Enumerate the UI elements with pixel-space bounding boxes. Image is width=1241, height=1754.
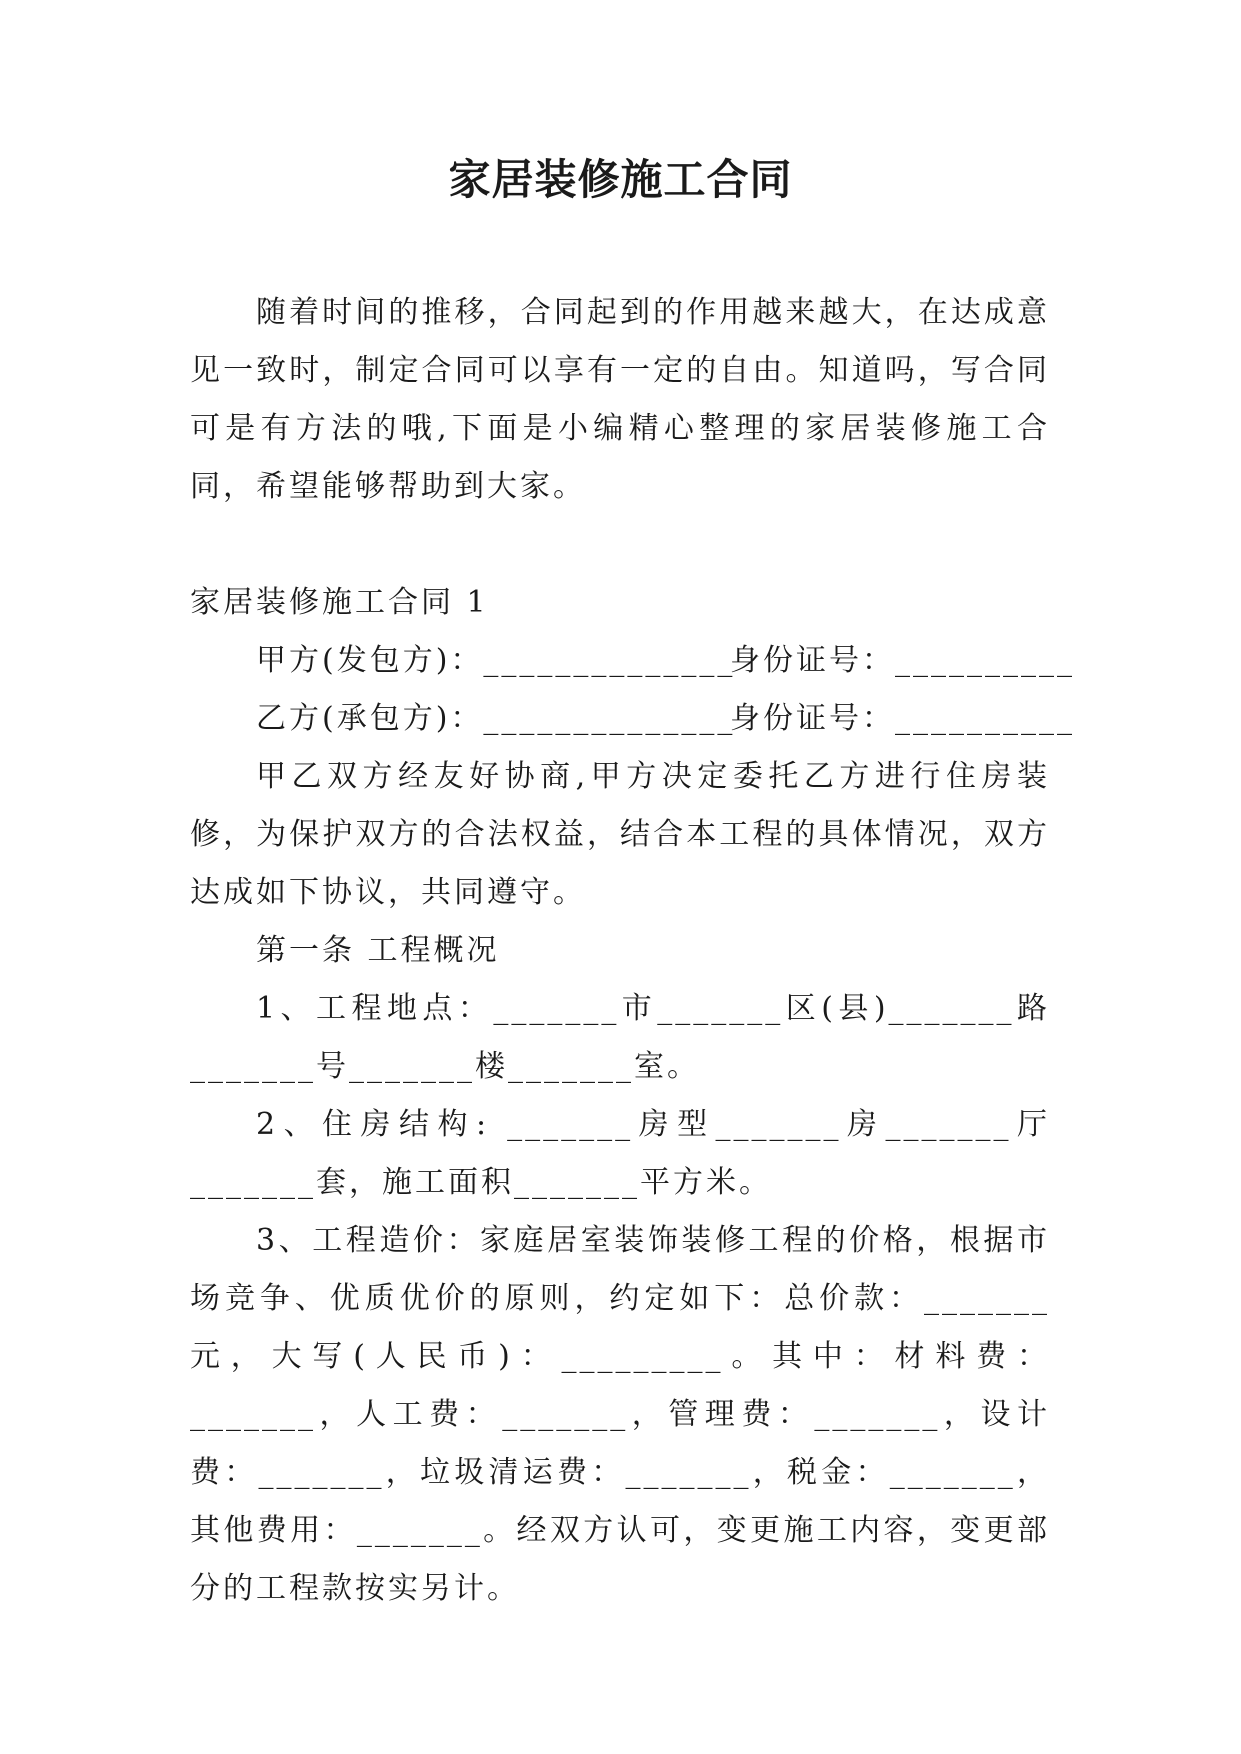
agreement-paragraph: 甲乙双方经友好协商,甲方决定委托乙方进行住房装修，为保护双方的合法权益，结合本工程的具体情况，双方达成如下协议，共同遵守。	[190, 759, 1050, 910]
party-a-field: 甲方(发包方)：______________	[256, 643, 736, 678]
section-heading: 家居装修施工合同 1	[190, 585, 489, 620]
document-title: 家居装修施工合同	[448, 155, 793, 204]
item-2-structure: 2、住房结构: _______房型_______房_______厅_______套，施工面积_______平方米。	[190, 1107, 1050, 1200]
party-a-id-field: 身份证号：__________	[730, 643, 1075, 678]
party-a-row	[190, 632, 1075, 690]
contract-section	[190, 574, 1075, 1618]
item-1-location: 1、工程地点：_______市_______区(县)_______路_______号_______楼_______室。	[190, 991, 1050, 1084]
party-b-field: 乙方(承包方)：______________	[256, 701, 736, 736]
party-b-id-field: 身份证号：__________	[730, 701, 1075, 736]
item-3-cost: 3、工程造价：家庭居室装饰装修工程的价格，根据市场竞争、优质优价的原则，约定如下：总价款：_______元，大写(人民币)：_________。其中：材料费：_______，人工费：_______，管理费：_______，设计费：_______，垃圾清运费：_______，税金：_______，其他费用：_______。经双方认可，变更施工内容，变更部分的工程款按实另计。	[190, 1223, 1050, 1606]
intro-paragraph: 随着时间的推移，合同起到的作用越来越大，在达成意见一致时，制定合同可以享有一定的自由。知道吗，写合同可是有方法的哦,下面是小编精心整理的家居装修施工合同，希望能够帮助到大家。	[190, 295, 1050, 504]
intro-section	[190, 284, 1050, 516]
party-b-row	[190, 690, 1075, 748]
article-1-heading: 第一条 工程概况	[256, 933, 500, 968]
